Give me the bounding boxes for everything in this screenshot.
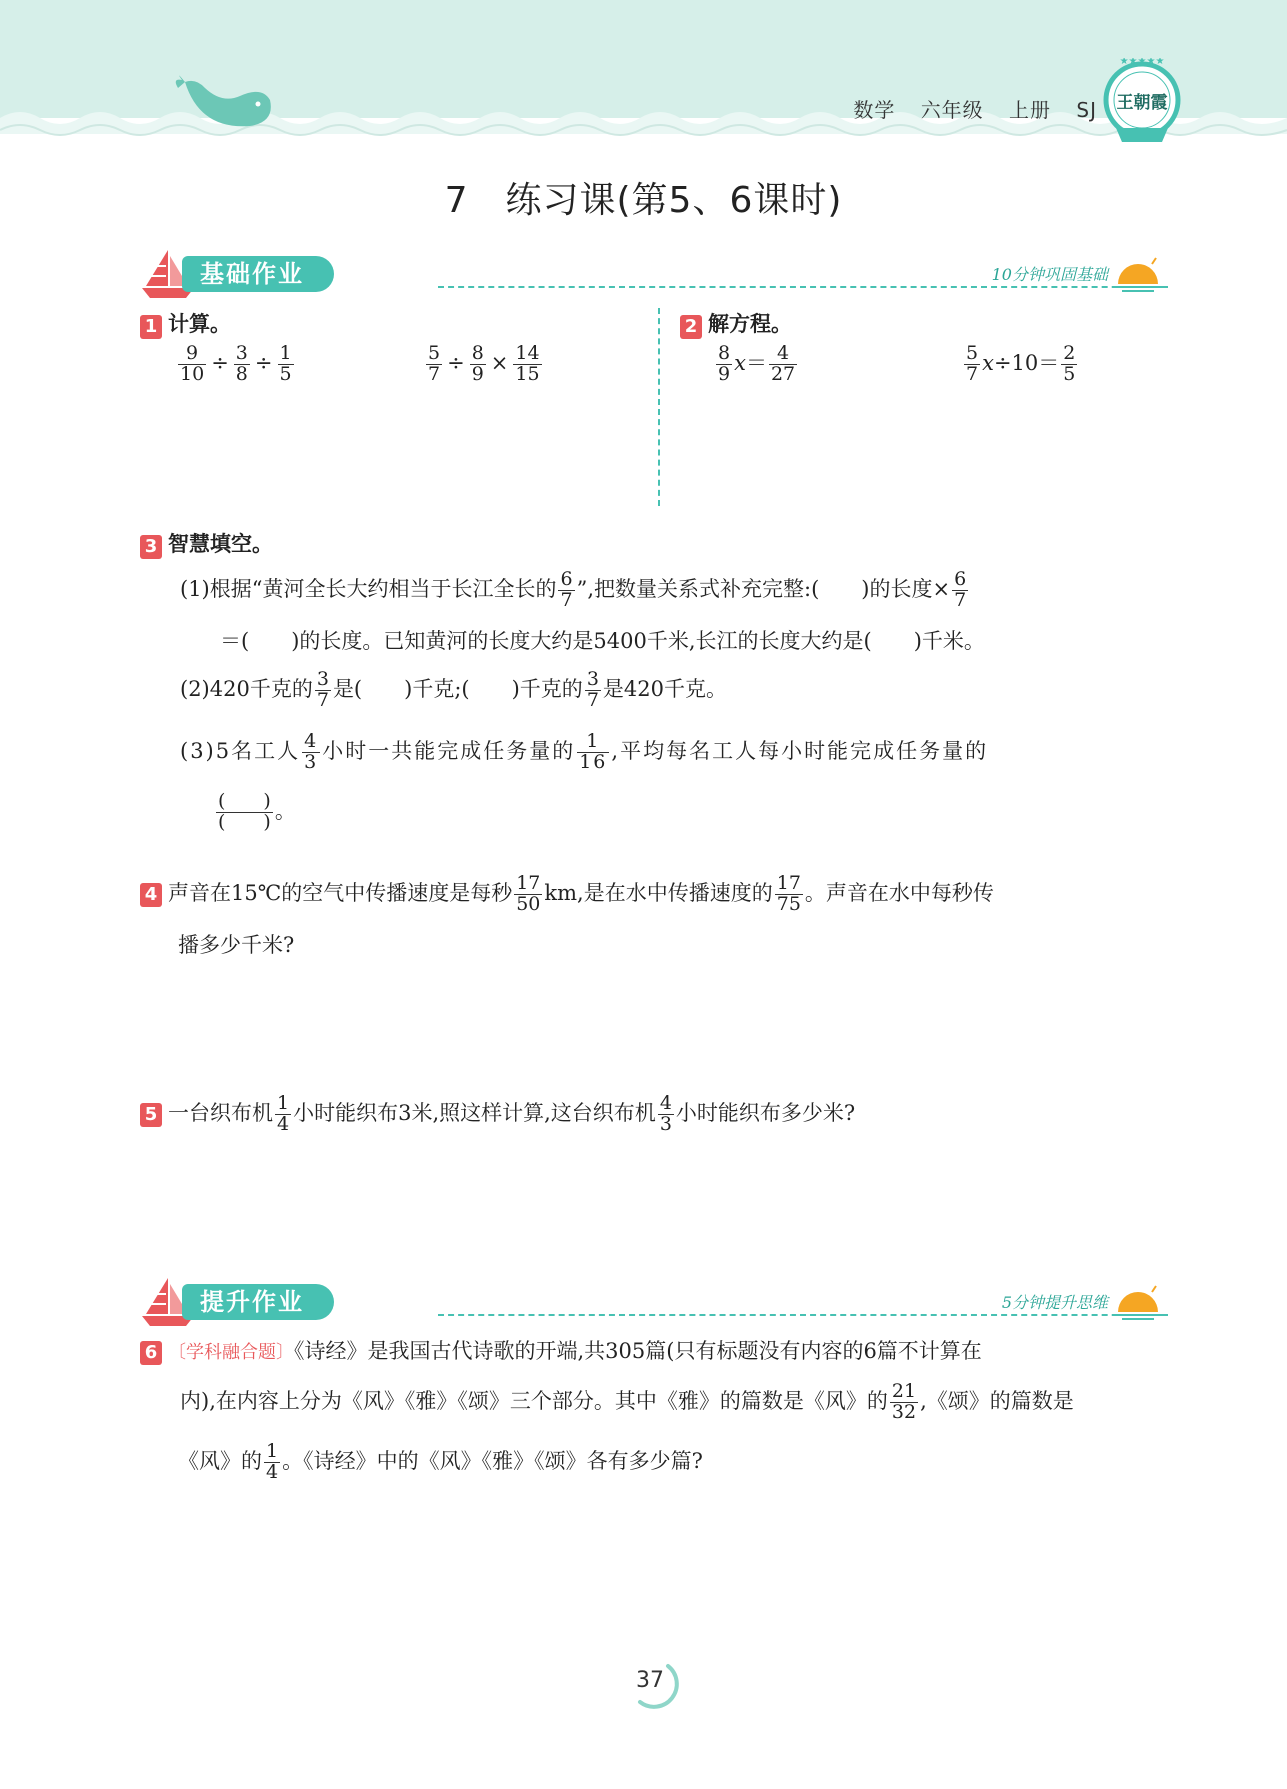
question-4-cont: 播多少千米? [178,933,295,957]
q1-expression-1: $\frac{9}{10}$ ÷ $\frac{3}{8}$ ÷ $\frac{1}{5}$ [180,342,292,385]
subject-line [835,94,1097,123]
divider-line [438,1314,1168,1316]
section-slogan: 5分钟提升思维 [1001,1293,1108,1312]
question-number: 1 [140,315,162,339]
brand-logo [1100,58,1184,152]
q2-equation-1: $\frac{8}{9}$ x＝ $\frac{4}{27}$ [718,342,796,385]
subject: 数学 [853,98,896,122]
question-2 [680,308,792,339]
q3-part-1: (1)根据“黄河全长大约相当于长江全长的 $\frac{6}{7}$ ”,把数量关系式补充完整:( )的长度× $\frac{6}{7}$ [180,568,967,611]
question-number: 5 [140,1103,162,1127]
q1-expression-2: $\frac{5}{7}$ ÷ $\frac{8}{9}$ × $\frac{14}{15}$ [428,342,540,385]
question-number: 4 [140,883,162,907]
q3-part-3-answer: $\frac{( )}{( )}$ 。 [218,790,296,833]
question-number: 6 [140,1341,162,1365]
question-prompt: 计算。 [168,312,231,336]
volume: 上册 [1009,98,1052,122]
page-title: 7 练习课(第5、6课时) [444,180,843,221]
header-band [0,0,1287,160]
question-6-line-3: 《风》的 $\frac{1}{4}$ 。《诗经》中的《风》《雅》《颂》各有多少篇? [178,1440,703,1483]
section-title: 基础作业 [182,256,334,292]
section-banner-basic [138,246,1178,300]
question-6-line-2: 内),在内容上分为《风》《雅》《颂》三个部分。其中《雅》的篇数是《风》的 $\frac{21}{32}$ ,《颂》的篇数是 [180,1380,1074,1423]
question-tag: 〔学科融合题〕 [168,1342,294,1363]
divider-line [438,286,1168,288]
q3-part-3: (3)5名工人 $\frac{4}{3}$ 小时一共能完成任务量的 $\frac{1}{16}$ ,平均每名工人每小时能完成任务量的 [180,730,989,773]
sunrise-icon [1112,254,1164,294]
question-4: 4 声音在15℃的空气中传播速度是每秒 $\frac{17}{50}$ km,是在水中传播速度的 $\frac{17}{75}$ 。声音在水中每秒传 [140,870,1180,916]
section-title: 提升作业 [182,1284,334,1320]
svg-text:★★★★★: ★★★★★ [1119,58,1165,67]
question-prompt: 智慧填空。 [168,532,273,556]
question-number: 2 [680,315,702,339]
brand-name: 王朝霞 [1116,93,1168,113]
column-divider [658,308,660,506]
section-banner-advanced [138,1274,1178,1328]
sunrise-icon [1112,1282,1164,1322]
grade: 六年级 [920,98,984,122]
section-slogan: 10分钟巩固基础 [991,265,1108,284]
question-5: 5 一台织布机 $\frac{1}{4}$ 小时能织布3米,照这样计算,这台织布机 $\frac{4}{3}$ 小时能织布多少米? [140,1090,1180,1136]
question-6: 6 〔学科融合题〕《诗经》是我国古代诗歌的开端,共305篇(只有标题没有内容的6篇不计算在 [140,1328,1180,1376]
q3-part-2: (2)420千克的 $\frac{3}{7}$ 是( )千克;( )千克的 $\frac{3}{7}$ 是420千克。 [180,668,727,711]
edition: SJ [1076,98,1097,122]
q3-part-1-cont: ＝( )的长度。已知黄河的长度大约是5400千米,长江的长度大约是( )千米。 [220,629,985,653]
question-3 [140,528,273,559]
question-prompt: 解方程。 [708,312,792,336]
question-1 [140,308,231,339]
page-number: 37 [636,1668,664,1693]
question-number: 3 [140,535,162,559]
q2-equation-2: $\frac{5}{7}$ x÷10＝ $\frac{2}{5}$ [966,342,1076,385]
